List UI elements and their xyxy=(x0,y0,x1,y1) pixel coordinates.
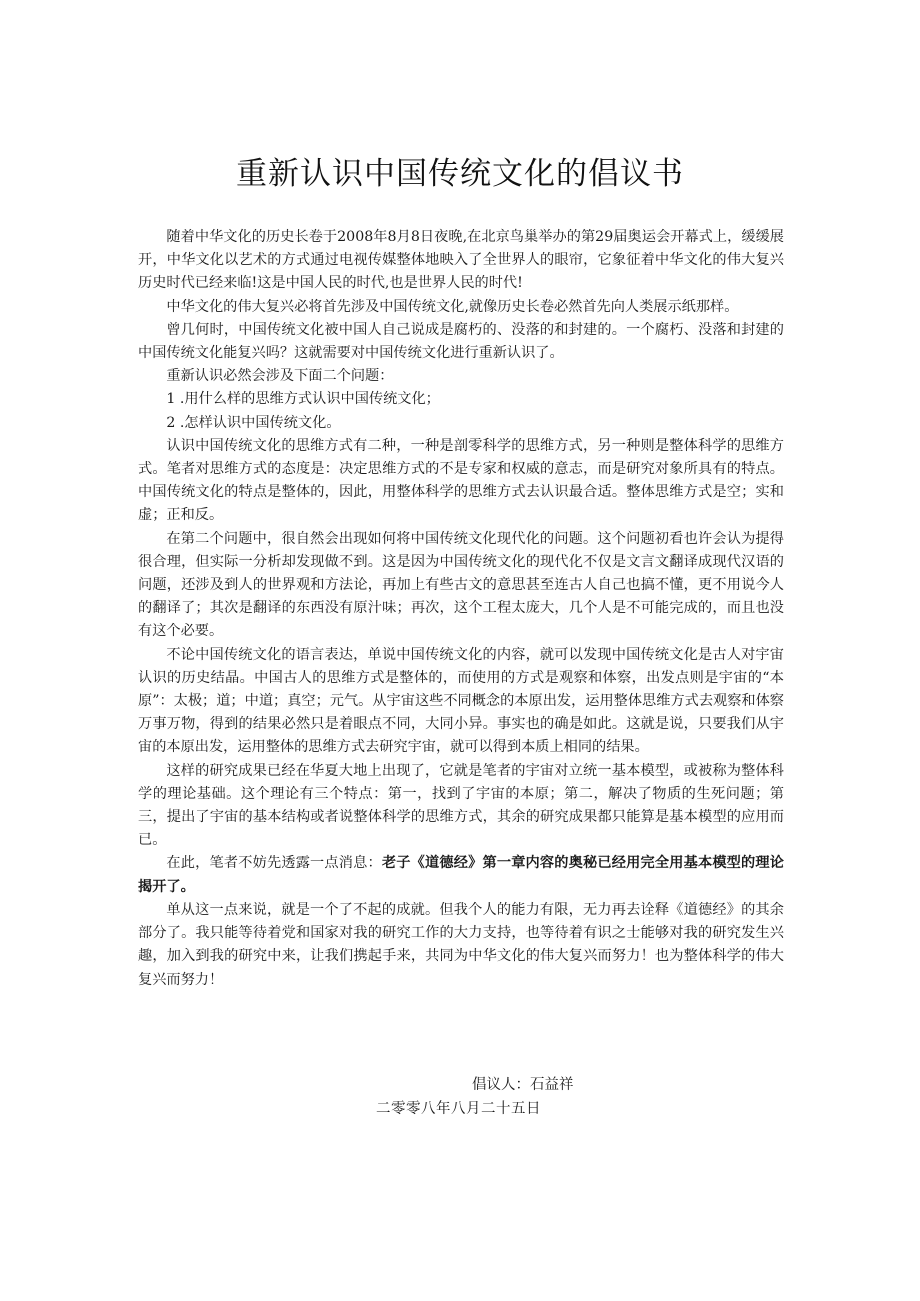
paragraph-closing: 单从这一点来说，就是一个了不起的成就。但我个人的能力有限，无力再去诠释《道德经》的其余部分了。我只能等待着党和国家对我的研究工作的大力支持，也等待着有识之士能够对我的研究发生兴趣，加入到我的研究中来，让我们携起手来，共同为中华文化的伟大复兴而努力！也为整体科学的伟大复兴而努力！ xyxy=(138,901,784,988)
paragraph-revival: 中华文化的伟大复兴必将首先涉及中国传统文化,就像历史长卷必然首先向人类展示纸那样。 xyxy=(166,298,739,315)
paragraph-results: 这样的研究成果已经在华夏大地上出现了，它就是笔者的宇宙对立统一基本模型，或被称为整体科学的理论基础。这个理论有三个特点：第一，找到了宇宙的本原；第二，解决了物质的生死问题；第三，提出了宇宙的基本结构或者说整体科学的思维方式，其余的研究成果都只能算是基本模型的应用而已。 xyxy=(138,762,784,849)
announcement-bold: 老子《道德经》第一章内容的奥秘已经用完全用基本模型的理论揭开了。 xyxy=(138,855,784,895)
paragraph-intro: 随着中华文化的历史长卷于2008年8月8日夜晚,在北京鸟巢举办的第29届奥运会开幕式上，缓缓展开，中华文化以艺术的方式通过电视传媒整体地映入了全世界人的眼帘，它象征着中华文化的伟大复兴历史时代已经来临!这是中国人民的时代,也是世界人民的时代! xyxy=(138,229,784,292)
list-item-1: 1 .用什么样的思维方式认识中国传统文化； xyxy=(166,391,440,408)
paragraph-modernization: 在第二个问题中，很自然会出现如何将中国传统文化现代化的问题。这个问题初看也许会认为提得很合理，但实际一分析却发现做不到。这是因为中国传统文化的现代化不仅是文言文翻译成现代汉语的问题，还涉及到人的世界观和方法论，再加上有些古文的意思甚至连古人自己也搞不懂，更不用说今人的翻译了；其次是翻译的东西没有原汁味；再次，这个工程太庞大，几个人是不可能完成的，而且也没有这个必要。 xyxy=(138,530,784,640)
paragraph-thinking-methods: 认识中国传统文化的思维方式有二种，一种是剖零科学的思维方式，另一种则是整体科学的思维方式。笔者对思维方式的态度是：决定思维方式的不是专家和权威的意志，而是研究对象所具有的特点。中国传统文化的特点是整体的，因此，用整体科学的思维方式去认识最合适。整体思维方式是空；实和虚；正和反。 xyxy=(138,437,784,524)
document-body xyxy=(138,226,784,992)
list-item-2: 2 .怎样认识中国传统文化。 xyxy=(166,414,341,431)
announcement-lead: 在此，笔者不妨先透露一点消息： xyxy=(166,855,382,872)
signature: 倡议人：石益祥 xyxy=(472,1077,574,1093)
document-title: 重新认识中国传统文化的倡议书 xyxy=(236,156,684,192)
paragraph-history: 曾几何时，中国传统文化被中国人自己说成是腐朽的、没落的和封建的。一个腐朽、没落和封建的中国传统文化能复兴吗？这就需要对中国传统文化进行重新认识了。 xyxy=(138,321,784,362)
paragraph-announcement xyxy=(138,852,784,898)
paragraph-questions: 重新认识必然会涉及下面二个问题： xyxy=(166,368,394,385)
date: 二零零八年八月二十五日 xyxy=(376,1101,541,1117)
paragraph-content: 不论中国传统文化的语言表达，单说中国传统文化的内容，就可以发现中国传统文化是古人对宇宙认识的历史结晶。中国古人的思维方式是整体的，而使用的方式是观察和体察，出发点则是宇宙的“本原”：太极；道；中道；真空；元气。从宇宙这些不同概念的本原出发，运用整体思维方式去观察和体察万事万物，得到的结果必然只是着眼点不同，大同小异。事实也的确是如此。这就是说，只要我们从宇宙的本原出发，运用整体的思维方式去研究宇宙，就可以得到本质上相同的结果。 xyxy=(138,646,784,756)
